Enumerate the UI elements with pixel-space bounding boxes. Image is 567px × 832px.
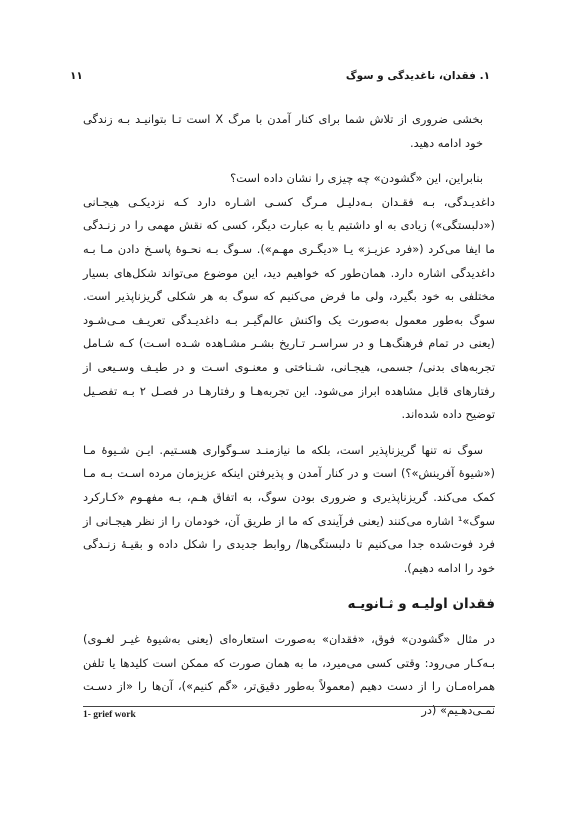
paragraph-grief-work: سوگ نه تنها گریزناپذیر است، بلکه ما نیازمنـد سـوگواری هسـتیم. ایـن شـیوهٔ مـا («شیوهٔ آفرینش»؟) است و در کنار آمدن و پذیرفتن اینکه عزیزمان مرده اسـت بـه مـا کمک می‌کند. گریزناپذیری و ضروری بودن سوگ، به اتفاق هـم، بـه مفهـوم «کـارکرد سوگ»¹ اشاره می‌کنند (یعنی فرآیندی که ما از طریق آن، خودمان را از نظر هیجـانی از فرد فوت‌شده جدا می‌کنیم تا دلبستگی‌ها/ روابط جدیدی را شکل داده و بقیـهٔ زنـدگی خود را ادامه دهیم). — [83, 442, 495, 575]
paragraph-bereavement: داغدیـدگی، بـه فقـدان بـه‌دلیـل مـرگ کسـی اشـاره دارد کـه نزدیکـی هیجـانی («دلبستگی») زیادی به او داشتیم یا به عبارت دیگر، کسی که نقش مهمی را در زنـدگی ما ایفا می‌کرد («فرد عزیـز» یـا «دیگـری مهـم»). سـوگ بـه نحـوهٔ پاسـخ دادن مـا بـه داغدیدگی اشاره دارد. همان‌طور که خواهیم دید، این موضوع می‌تواند شکل‌های بسیار مختلفی به خود بگیرد، ولی ما فرض می‌کنیم که سوگ به هر شکلی گریزناپذیر است. سوگ به‌طور معمول به‌صورت یک واکنش عالم‌گیـر بـه داغدیـدگی تعریـف مـی‌شـود (یعنی در تمام فرهنگ‌هـا و در سراسـر تـاریخ بشـر مشـاهده شـده اسـت) کـه شـامل تجربه‌های بدنی/ جسمی، هیجـانی، شـناختی و معنـوی اسـت و در طیـف وسـیعی از رفتارهای قابل مشاهده ابراز می‌شود. این تجربه‌هـا و رفتارهـا در فصـل ۲ بـه تفصـیل توضیح داده شده‌اند. — [83, 194, 495, 422]
chapter-title: ۱. فقدان، ناغدیدگی و سوگ — [345, 70, 490, 82]
section-heading: فقدان اولیـه و ثـانویـه — [347, 596, 495, 612]
footnote-divider — [83, 706, 495, 707]
paragraph-question: بنابراین، این «گشودن» چه چیزی را نشان داده است؟ — [230, 171, 483, 186]
section-text — [83, 628, 495, 722]
paragraph: بخشی ضروری از تلاش شما برای کنار آمدن با مرگ X است تـا بتوانیـد بـه زندگی خود ادامه دهید. — [83, 112, 483, 150]
paragraph-gap — [83, 155, 495, 167]
paragraph-gap — [83, 427, 495, 439]
running-header — [70, 70, 490, 90]
page-number: ۱۱ — [70, 70, 83, 82]
paragraph-loss: در مثال «گشودن» فوق، «فقدان» به‌صورت استعاره‌ای (یعنی به‌شیوهٔ غیـر لغـوی) بـه‌کـار می‌رود: وقتی کسی می‌میرد، ما به همان صورت که ممکن است کلیدها یا تلفن همراه‌مـان را از دست دهیم (معمولاً به‌طور دقیق‌تر، «گم کنیم»)، آن‌ها را «از دسـت نمـی‌دهـیم» (در — [83, 632, 495, 717]
main-text — [83, 108, 495, 580]
footnote: 1- grief work — [83, 710, 136, 720]
